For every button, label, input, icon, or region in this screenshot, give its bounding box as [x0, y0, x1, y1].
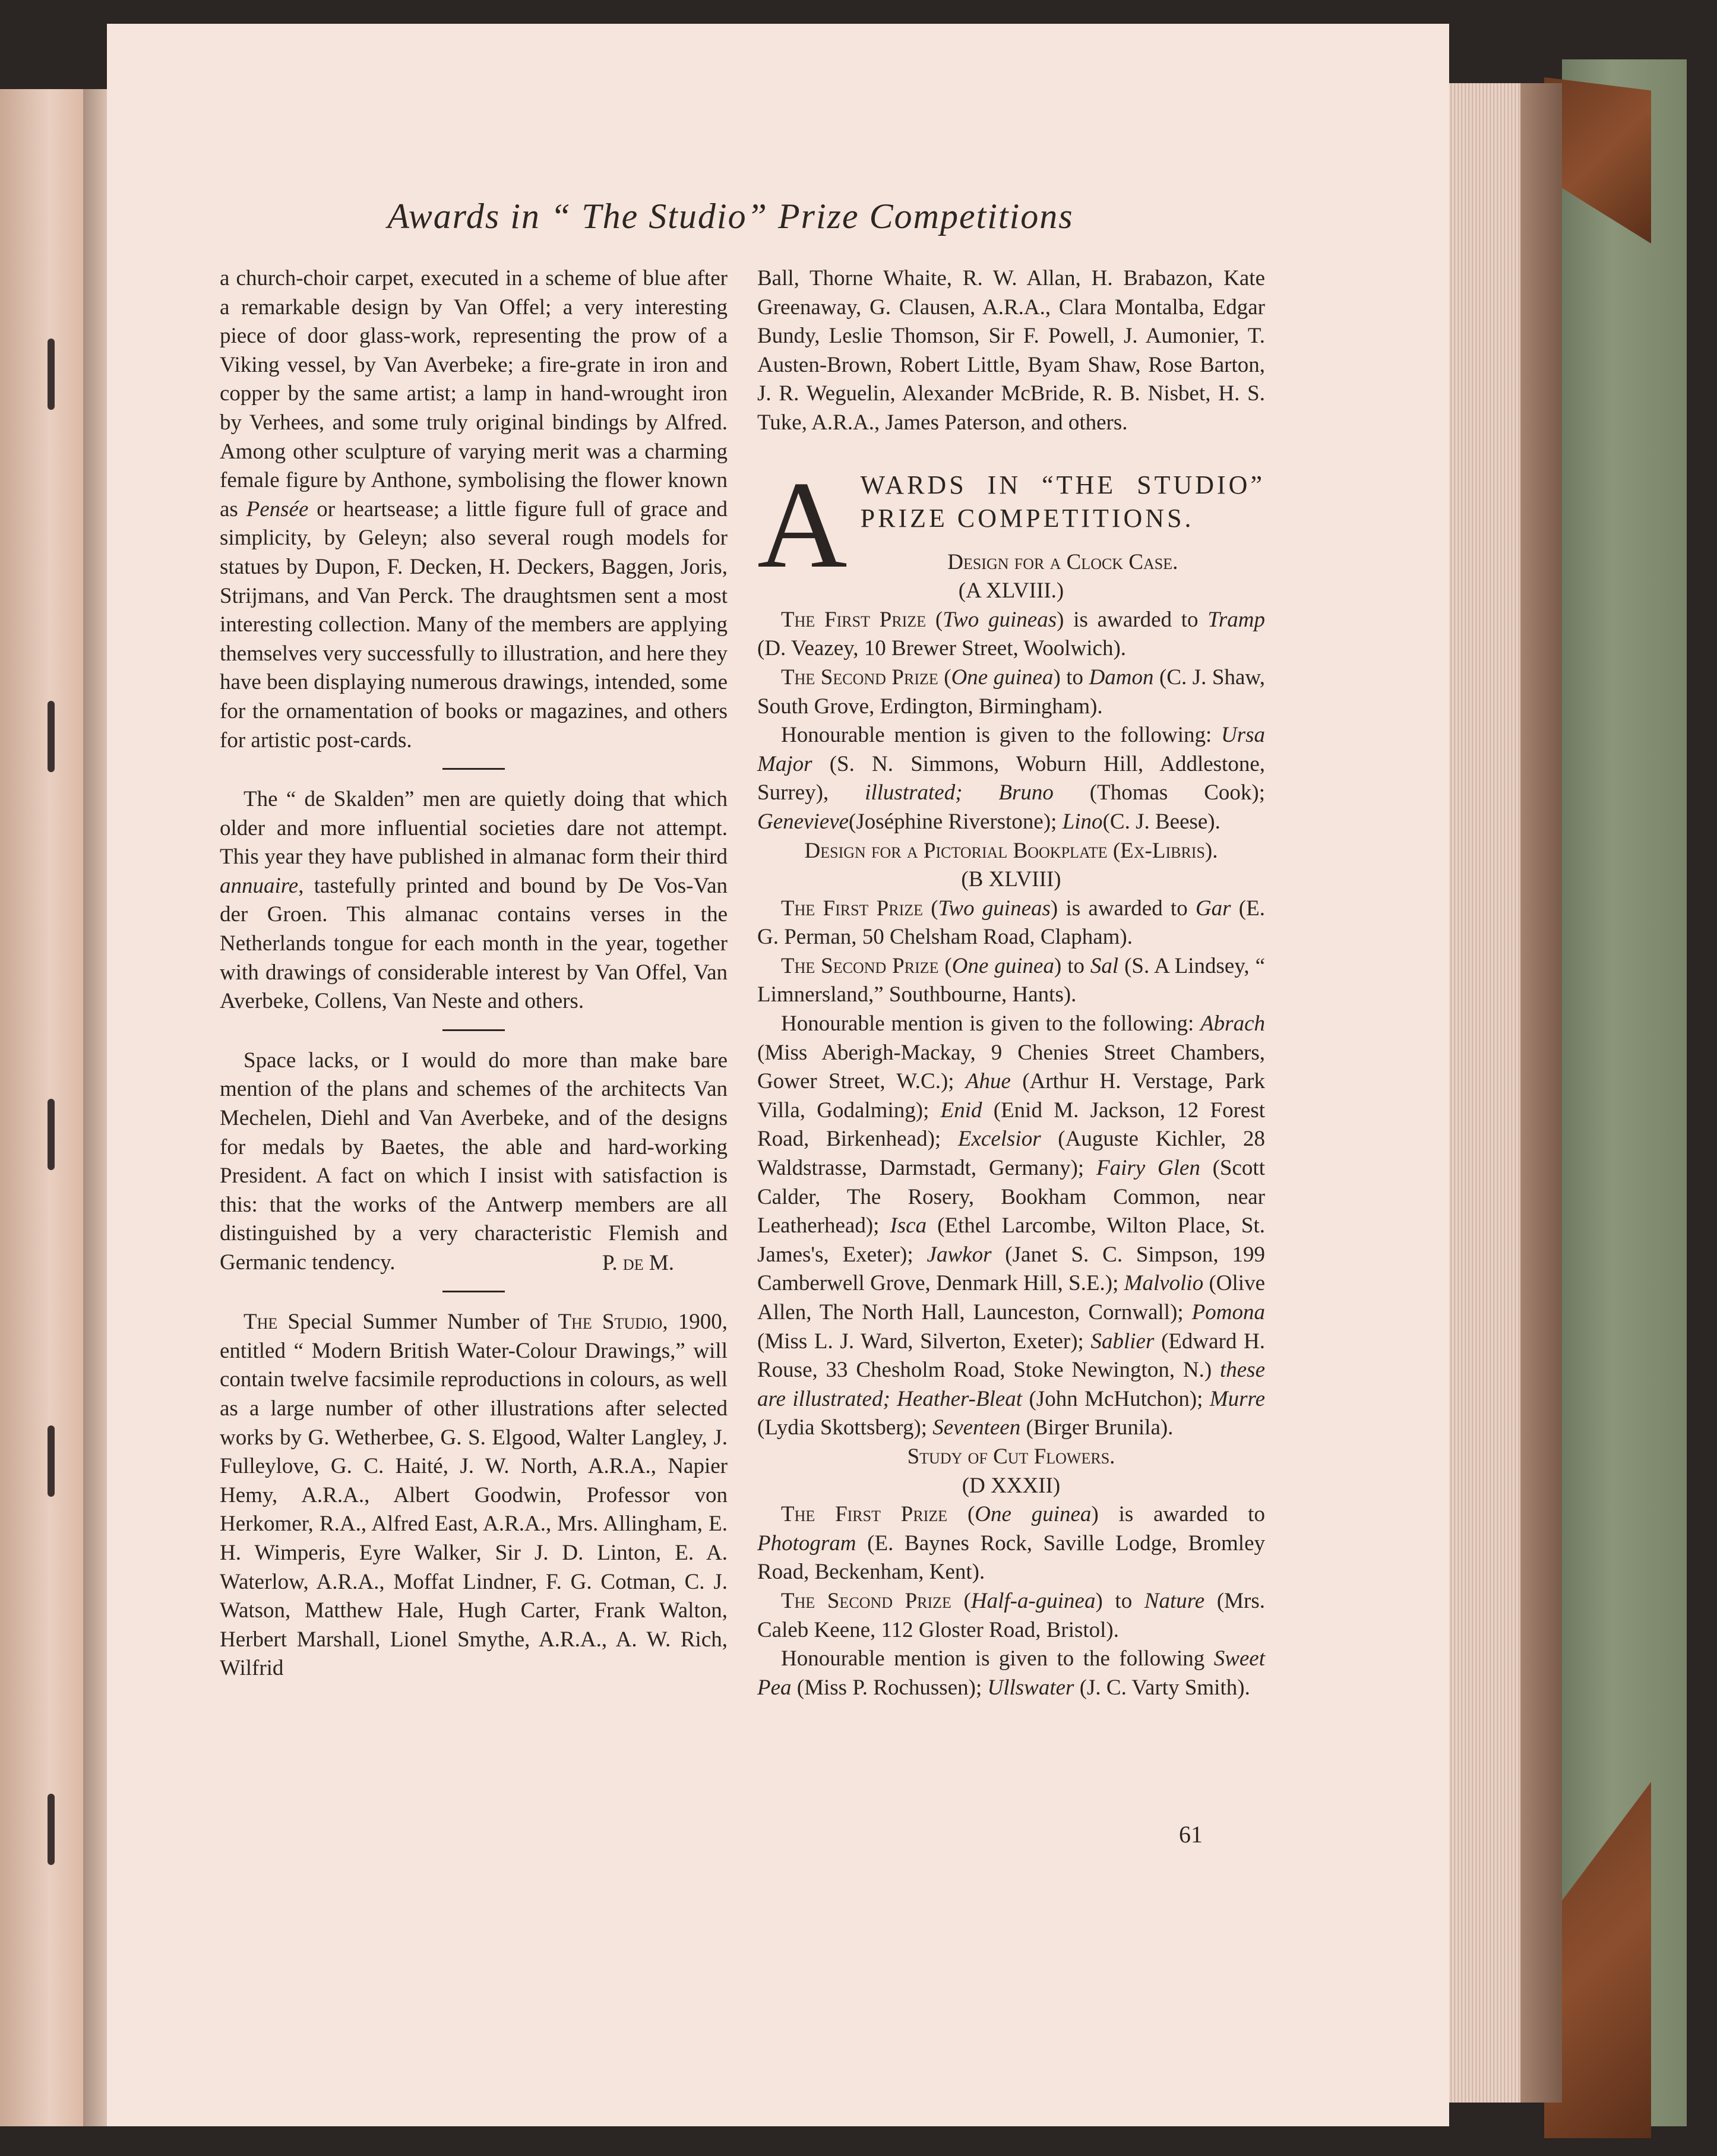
book-spine: [1562, 59, 1687, 2126]
page-number: 61: [1179, 1821, 1203, 1848]
article-title: WARDS IN “THE STUDIO” PRIZE COMPETITIONS.: [860, 470, 1265, 533]
award-entry: The Second Prize (One guinea) to Damon (C. J. Shaw, South Grove, Erdington, Birmingham).: [757, 665, 1265, 719]
honourable-mention: Honourable mention is given to the following: Abrach (Miss Aberigh-Mackay, 9 Chenies Street Chambers, Gower Street, W.C.); Ahue (Arthur H. Verstage, Park Villa, Godalming); Enid (Enid M. Jackson, 12 Forest Road, Birkenhead); Excelsior (Auguste Kichler, 28 Waldstrasse, Darmstadt, Germany); Fairy Glen (Scott Calder, The Rosery, Bookham Common, near Leatherhead); Isca (Ethel Larcombe, Wilton Place, St. James's, Exeter); Jawkor (Janet S. C. Simpson, 199 Camberwell Grove, Denmark Hill, S.E.); Malvolio (Olive Allen, The North Hall, Launceston, Cornwall); Pomona (Miss L. J. Ward, Silverton, Exeter); Sablier (Edward H. Rouse, 33 Chesholm Road, Stoke Newington, N.) these are illustrated; Heather-Bleat (John McHutchon); Murre (Lydia Skottsberg); Seventeen (Birger Brunila).: [757, 1011, 1266, 1440]
divider-rule: [442, 1029, 505, 1031]
page-edge-shadow: [1520, 83, 1562, 2103]
divider-rule: [442, 1291, 505, 1292]
paragraph: Ball, Thorne Whaite, R. W. Allan, H. Brabazon, Kate Greenaway, G. Clausen, A.R.A., Clara Montalba, Edgar Bundy, Leslie Thomson, Sir F. Powell, J. Aumonier, T. Austen-Brown, Robert Little, Byam Shaw, Rose Barton, J. R. Weguelin, Alexander McBride, R. B. Nisbet, H. S. Tuke, A.R.A., James Paterson, and others.: [757, 266, 1265, 435]
binding-clasp: [48, 339, 55, 410]
paragraph: The “ de Skalden” men are quietly doing that which older and more influential societies dare not attempt. This year they have published in almanac form their third annuaire, tastefully printed and bound by De Vos-Van der Groen. This almanac contains verses in the Netherlands tongue for each month in the year, together with drawings of considerable interest by Van Offel, Van Averbeke, Collens, Van Neste and others.: [220, 787, 728, 1014]
section-heading: [757, 469, 1265, 606]
award-entry: The Second Prize (Half-a-guinea) to Nature (Mrs. Caleb Keene, 112 Gloster Road, Bristol).: [757, 1588, 1266, 1642]
honourable-mention: Honourable mention is given to the following: Ursa Major (S. N. Simmons, Woburn Hill, Addlestone, Surrey), illustrated; Bruno (Thomas Cook); Genevieve(Joséphine Riverstone); Lino(C. J. Beese).: [757, 723, 1265, 834]
binding-clasp: [48, 1425, 55, 1497]
binding-clasp: [48, 1794, 55, 1865]
award-entry: The Second Prize (One guinea) to Sal (S. A Lindsey, “ Limnersland,” Southbourne, Hants).: [757, 953, 1265, 1007]
binding-clasp: [48, 701, 55, 772]
signature: P. de M.: [602, 1250, 674, 1275]
section-title: Design for a Pictorial Bookplate (Ex-Libris).: [804, 838, 1218, 863]
paragraph: The Special Summer Number of The Studio, 1900, entitled “ Modern British Water-Colour Drawings,” will contain twelve facsimile reproductions in colours, as well as a large number of other illustrations after selected works by G. Wetherbee, G. S. Elgood, Walter Langley, J. Fulleylove, G. C. Haité, J. W. North, A.R.A., Napier Hemy, A.R.A., Albert Goodwin, Professor von Herkomer, R.A., Alfred East, A.R.A., Mrs. Allingham, E. H. Wimperis, Eyre Walker, Sir J. D. Linton, E. A. Waterlow, A.R.A., Moffat Lindner, F. G. Cotman, C. J. Watson, Matthew Hale, Hugh Carter, Frank Walton, Herbert Marshall, Lionel Smythe, A.R.A., A. W. Rich, Wilfrid: [220, 1310, 728, 1681]
section-code: (A XLVIII.): [958, 578, 1064, 603]
binding-clasp: [48, 1099, 55, 1170]
divider-rule: [442, 768, 505, 770]
section-title: Design for a Clock Case.: [947, 549, 1178, 574]
section-code: (B XLVIII): [961, 867, 1061, 892]
book-gutter: [83, 89, 107, 2126]
section-code: (D XXXII): [962, 1473, 1061, 1498]
left-page-edge: [0, 89, 83, 2126]
section-title: Study of Cut Flowers.: [907, 1444, 1115, 1469]
right-column: [757, 264, 1265, 1702]
award-entry: The First Prize (Two guineas) is awarded to Tramp (D. Veazey, 10 Brewer Street, Woolwich).: [757, 607, 1265, 661]
award-entry: The First Prize (Two guineas) is awarded to Gar (E. G. Perman, 50 Chelsham Road, Clapham).: [757, 896, 1265, 950]
award-entry: The First Prize (One guinea) is awarded to Photogram (E. Baynes Rock, Saville Lodge, Bromley Road, Beckenham, Kent).: [757, 1502, 1265, 1585]
running-head: Awards in “ The Studio” Prize Competitions: [387, 197, 1074, 236]
paragraph: a church-choir carpet, executed in a scheme of blue after a remarkable design by Van Offel; a very interesting piece of door glass-work, representing the prow of a Viking vessel, by Van Averbeke; a fire-grate in iron and copper by the same artist; a lamp in hand-wrought iron by Verhees, and some truly original bindings by Alfred. Among other sculpture of varying merit was a charming female figure by Anthone, symbolising the flower known as Pensée or heartsease; a little figure full of grace and simplicity, by Geleyn; also several rough models for statues by Dupon, F. Decken, H. Deckers, Baggen, Joris, Strijmans, and Van Perck. The draughtsmen sent a most interesting collection. Many of the members are applying themselves very successfully to illustration, and here they have been displaying numerous drawings, intended, some for the ornamentation of books or magazines, and others for artistic post-cards.: [220, 266, 728, 753]
left-column: [220, 264, 728, 1683]
paragraph: Space lacks, or I would do more than make bare mention of the plans and schemes of the architects Van Mechelen, Diehl and Van Averbeke, and of the designs for medals by Baetes, the able and hard-working President. A fact on which I insist with satisfaction is this: that the works of the Antwerp members are all distinguished by a very characteristic Flemish and Germanic tendency.: [220, 1048, 728, 1275]
drop-cap: A: [757, 468, 848, 594]
honourable-mention: Honourable mention is given to the following Sweet Pea (Miss P. Rochussen); Ullswater (J. C. Varty Smith).: [757, 1646, 1265, 1700]
